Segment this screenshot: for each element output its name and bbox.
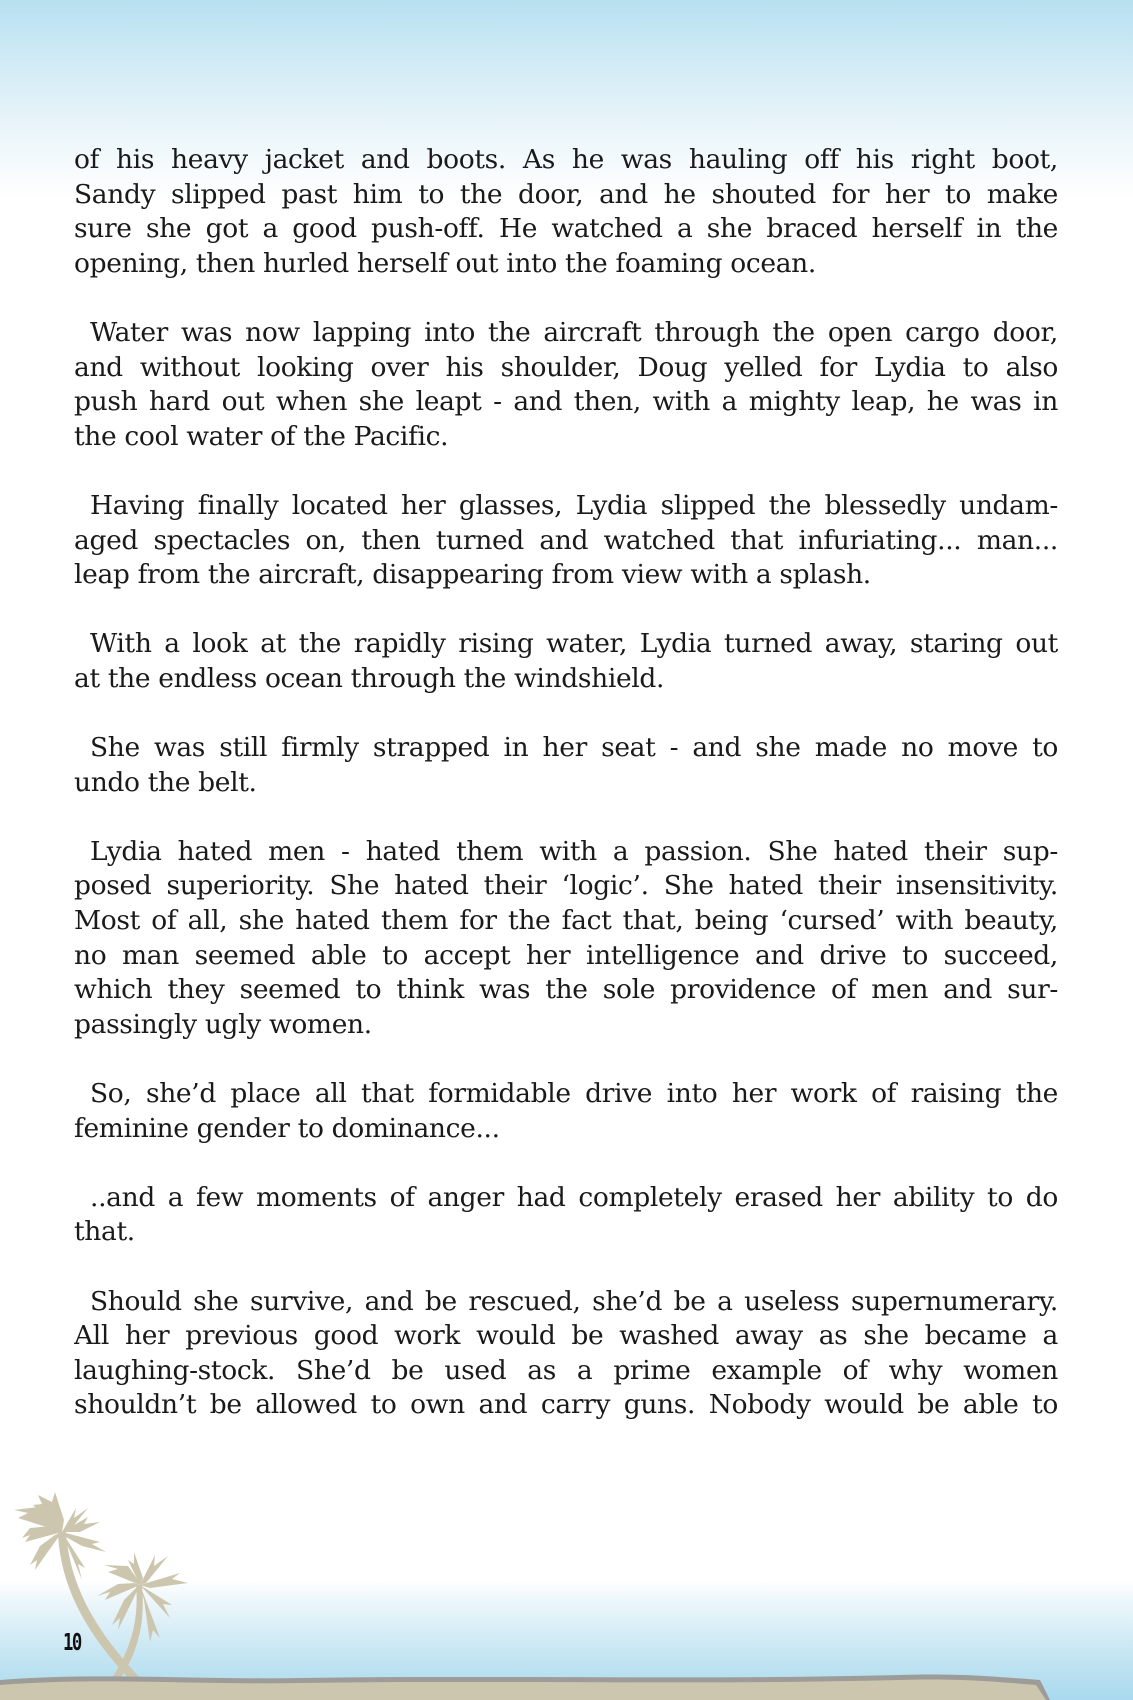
text-line: posed superiority. She hated their ‘logic’. She hated their insensitivity. xyxy=(74,870,1058,902)
text-line: passingly ugly women. xyxy=(74,1008,372,1040)
text-line: All her previous good work would be washed away as she became a xyxy=(74,1320,1058,1352)
page-number: 10 xyxy=(63,1630,81,1656)
sand xyxy=(0,1679,1046,1700)
paragraph xyxy=(74,316,1058,454)
paragraph xyxy=(74,489,1058,593)
text-line: at the endless ocean through the windshield. xyxy=(74,662,665,694)
text-line: push hard out when she leapt - and then, with a mighty leap, he was in xyxy=(74,386,1058,418)
palm-trees-icon xyxy=(14,1492,188,1690)
text-line: laughing-stock. She’d be used as a prime example of why women xyxy=(74,1354,1058,1386)
text-line: Having finally located her glasses, Lydia slipped the blessedly undam- xyxy=(90,489,1058,521)
paragraph xyxy=(74,143,1058,281)
paragraph xyxy=(74,731,1058,800)
text-line: that. xyxy=(74,1216,135,1248)
paragraph xyxy=(74,627,1058,696)
text-line: and without looking over his shoulder, Doug yelled for Lydia to also xyxy=(74,351,1058,383)
text-line: sure she got a good push-off. He watched a she braced herself in the xyxy=(74,213,1058,245)
text-line: opening, then hurled herself out into the foaming ocean. xyxy=(74,247,816,279)
body-text xyxy=(74,143,1058,1458)
text-line: no man seemed able to accept her intelligence and drive to succeed, xyxy=(74,939,1058,971)
text-line: shouldn’t be allowed to own and carry guns. Nobody would be able to xyxy=(74,1389,1058,1421)
text-line: feminine gender to dominance... xyxy=(74,1112,500,1144)
text-line: which they seemed to think was the sole providence of men and sur- xyxy=(74,974,1058,1006)
text-line: aged spectacles on, then turned and watched that infuriating... man... xyxy=(74,524,1058,556)
text-line: leap from the aircraft, disappearing from view with a splash. xyxy=(74,559,871,591)
text-line: So, she’d place all that formidable drive into her work of raising the xyxy=(90,1078,1058,1110)
text-line: Sandy slipped past him to the door, and he shouted for her to make xyxy=(74,178,1058,210)
paragraph xyxy=(74,1181,1058,1250)
beach-scenery xyxy=(0,1480,1133,1700)
paragraph xyxy=(74,1285,1058,1423)
text-line: Water was now lapping into the aircraft through the open cargo door, xyxy=(90,316,1058,348)
text-line: She was still firmly strapped in her seat - and she made no move to xyxy=(90,732,1058,764)
paragraph xyxy=(74,1077,1058,1146)
text-line: Should she survive, and be rescued, she’d be a useless supernumerary. xyxy=(90,1285,1058,1317)
paragraph xyxy=(74,835,1058,1043)
text-line: the cool water of the Pacific. xyxy=(74,420,449,452)
text-line: Most of all, she hated them for the fact that, being ‘cursed’ with beauty, xyxy=(74,905,1058,937)
text-line: With a look at the rapidly rising water, Lydia turned away, staring out xyxy=(90,628,1058,660)
text-line: ..and a few moments of anger had completely erased her ability to do xyxy=(90,1181,1058,1213)
text-line: of his heavy jacket and boots. As he was hauling off his right boot, xyxy=(74,144,1058,175)
text-line: Lydia hated men - hated them with a passion. She hated their sup- xyxy=(90,835,1058,867)
text-line: undo the belt. xyxy=(74,766,257,798)
